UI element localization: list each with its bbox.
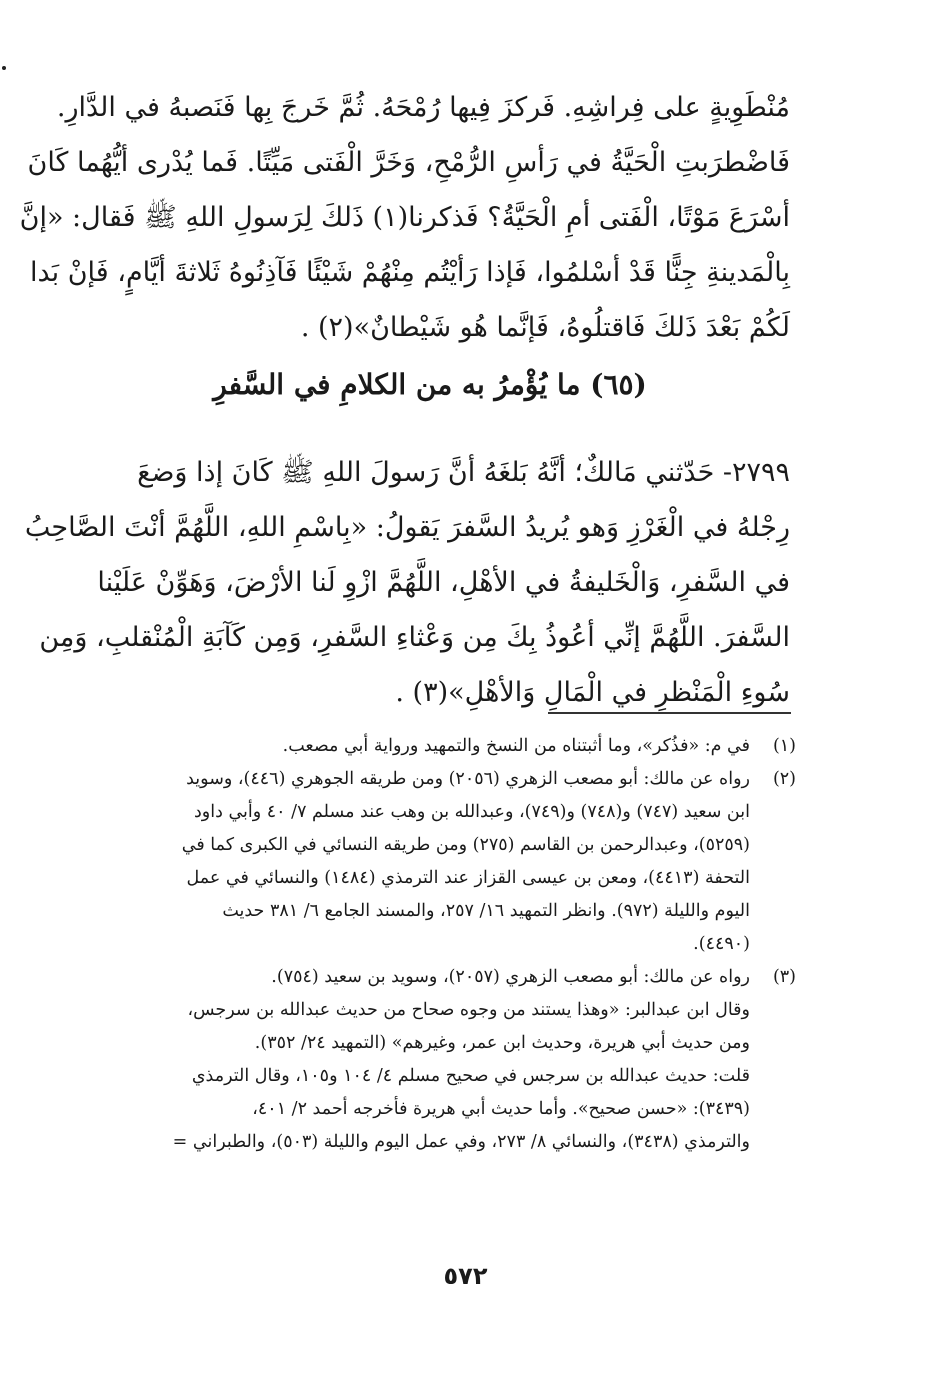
footnote-line: وقال ابن عبدالبر: «وهذا يستند من وجوه صحاح من حديث عبدالله بن سرجس،: [187, 1000, 750, 1020]
footnote-separator: [548, 712, 791, 714]
text-line: رِجْلهُ في الْغَرْزِ وَهو يُريدُ السَّفرَ يَقولُ: «بِاسْمِ اللهِ، اللَّهُمَّ أنْتَ الصَّاحِبُ: [24, 512, 790, 543]
footnote-line: ابن سعيد (٧٤٧) و(٧٤٨) و(٧٤٩)، وعبدالله بن وهب عند مسلم ٧/ ٤٠ وأبي داود: [193, 802, 750, 822]
footnote-line: (٤٤٩٠).: [693, 934, 750, 954]
footnote-number: (٢): [772, 769, 796, 789]
narrative-paragraph: [19, 80, 790, 355]
footnote-line: والترمذي (٣٤٣٨)، والنسائي ٨/ ٢٧٣، وفي عمل اليوم والليلة (٥٠٣)، والطبراني =: [172, 1132, 750, 1152]
footnote-line: رواه عن مالك: أبو مصعب الزهري (٢٠٥٦) ومن طريقه الجوهري (٤٤٦)، وسويد: [186, 769, 750, 789]
footnote-line: (٣٤٣٩): «حسن صحيح». وأما حديث أبي هريرة فأخرجه أحمد ٢/ ٤٠١،: [252, 1099, 750, 1119]
text-line: السَّفرَ. اللَّهُمَّ إنِّي أعُوذُ بِكَ مِن وَعْثاءِ السَّفرِ، وَمِن كَآبَةِ الْمُنْقلبِ، وَمِن: [39, 622, 790, 653]
footnote-line: رواه عن مالك: أبو مصعب الزهري (٢٠٥٧)، وسويد بن سعيد (٧٥٤).: [271, 967, 750, 987]
footnote-2: [66, 763, 796, 961]
text-line: بِالْمَدينةِ جِنًّا قَدْ أسْلمُوا، فَإذا رَأيْتُم مِنْهُمْ شَيْئًا فَآذِنُوهُ ثَلاثةَ أيَّامٍ، فَإنْ بَدا: [29, 257, 790, 288]
footnote-1: [66, 730, 796, 763]
footnote-line: التحفة (٤٤١٣)، ومعن بن عيسى القزاز عند الترمذي (١٤٨٤) والنسائي في عمل: [186, 868, 750, 888]
footnote-line: اليوم والليلة (٩٧٢). وانظر التمهيد ١٦/ ٢٥٧، والمسند الجامع ٦/ ٣٨١ حديث: [222, 901, 750, 921]
footnote-line: قلت: حديث عبدالله بن سرجس في صحيح مسلم ٤/ ١٠٤ و١٠٥، وقال الترمذي: [191, 1066, 750, 1086]
footnote-line: (٥٢٥٩)، وعبدالرحمن بن القاسم (٢٧٥) ومن طريقه النسائي في الكبرى كما في: [181, 835, 750, 855]
text-line: في السَّفرِ، وَالْخَليفةُ في الأهْلِ، اللَّهُمَّ ازْوِ لَنا الأرْضَ، وَهَوِّنْ عَلَيْنا: [97, 567, 790, 598]
footnote-number: (١): [772, 736, 796, 756]
footnote-number: (٣): [772, 967, 796, 987]
footnote-line: ومن حديث أبي هريرة، وحديث ابن عمر، وغيرهم» (التمهيد ٢٤/ ٣٥٢).: [254, 1033, 750, 1053]
chapter-heading: (٦٥) ما يُؤْمرُ به من الكلامِ في السَّفرِ: [213, 368, 647, 401]
scan-speck: [2, 66, 6, 70]
text-line: ٢٧٩٩- حَدّثني مَالكٌ؛ أنَّهُ بَلغَهُ أنَّ رَسولَ اللهِ ﷺ كَانَ إذا وَضعَ: [137, 457, 790, 488]
text-line: سُوءِ الْمَنْظرِ في الْمَالِ وَالأهْلِ»(٣) .: [395, 677, 790, 708]
text-line: لَكُمْ بَعْدَ ذَلكَ فَاقتلُوهُ، فَإنَّما هُو شَيْطانٌ»(٢) .: [300, 312, 790, 343]
text-line: مُنْطَوِيةٍ على فِراشِهِ. فَركزَ فِيها رُمْحَهُ. ثُمَّ خَرجَ بِها فَنَصبهُ في الدَّارِ.: [56, 92, 790, 123]
text-line: أسْرَعَ مَوْتًا، الْفَتى أمِ الْحَيَّةُ؟ فَذكرنا(١) ذَلكَ لِرَسولِ اللهِ ﷺ فَقال: «إنَّ: [19, 202, 790, 233]
hadith-paragraph: [24, 445, 790, 720]
footnote-line: في م: «فذُكر»، وما أثبتناه من النسخ والتمهيد ورواية أبي مصعب.: [282, 736, 750, 756]
footnote-3: [66, 961, 796, 1159]
text-line: فَاضْطرَبتِ الْحَيَّةُ في رَأسِ الرُّمْحِ، وَخَرَّ الْفَتى مَيِّتًا. فَما يُدْرى أيُّهُما كَانَ: [27, 147, 790, 178]
page-number: ٥٧٢: [443, 1262, 488, 1290]
footnotes: [66, 730, 796, 1159]
